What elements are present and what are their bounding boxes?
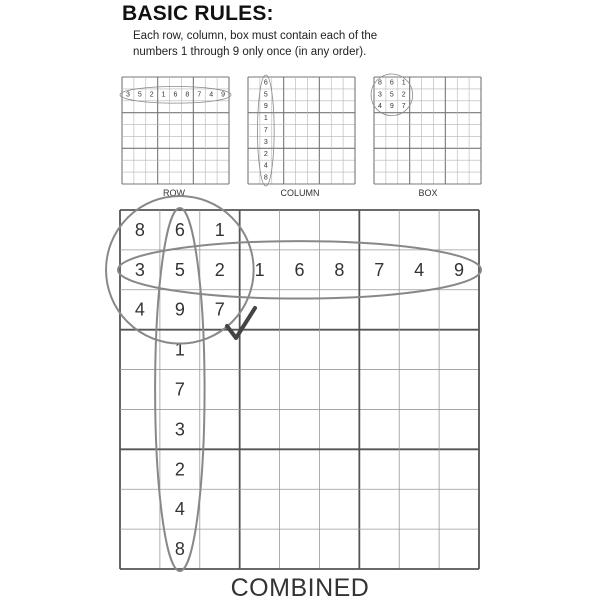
row-cell-value: 4 bbox=[209, 91, 214, 99]
column-cell-value: 3 bbox=[263, 138, 268, 146]
column-cell-value: 7 bbox=[263, 127, 268, 134]
row-cell-value: 7 bbox=[197, 91, 202, 99]
combined-box-value: 1 bbox=[214, 219, 225, 240]
column-cell-value: 6 bbox=[263, 79, 268, 87]
combined-column-value: 4 bbox=[174, 499, 185, 520]
combined-box-value: 8 bbox=[134, 219, 145, 240]
row-example-grid bbox=[120, 77, 231, 184]
combined-row-value: 1 bbox=[254, 259, 265, 280]
combined-column-value: 7 bbox=[174, 379, 185, 400]
combined-label: COMBINED bbox=[230, 574, 370, 600]
rules-description-line-2: numbers 1 through 9 only once (in any order). bbox=[133, 46, 367, 58]
combined-column-value: 8 bbox=[174, 539, 185, 560]
box-cell-value: 1 bbox=[401, 79, 406, 87]
row-cell-value: 2 bbox=[149, 91, 154, 99]
combined-box-value: 2 bbox=[214, 259, 225, 280]
row-cell-value: 6 bbox=[173, 91, 178, 99]
page-title: BASIC RULES: bbox=[122, 2, 274, 25]
column-cell-value: 8 bbox=[263, 174, 268, 182]
combined-box-value: 7 bbox=[214, 299, 225, 320]
row-cell-value: 5 bbox=[137, 91, 142, 99]
row-label: ROW bbox=[163, 188, 185, 198]
combined-column-value: 2 bbox=[174, 459, 185, 480]
column-cell-value: 1 bbox=[263, 115, 268, 123]
combined-box-value: 9 bbox=[174, 299, 185, 320]
box-cell-value: 6 bbox=[389, 79, 394, 87]
combined-row-value: 4 bbox=[414, 259, 425, 280]
column-cell-value: 5 bbox=[263, 91, 268, 99]
column-cell-value: 2 bbox=[263, 150, 268, 158]
combined-box-value: 6 bbox=[174, 219, 185, 240]
column-label: COLUMN bbox=[280, 188, 320, 198]
box-cell-value: 4 bbox=[377, 103, 382, 111]
column-cell-value: 9 bbox=[263, 103, 268, 111]
box-cell-value: 8 bbox=[377, 79, 382, 87]
column-cell-value: 4 bbox=[263, 162, 268, 170]
box-cell-value: 7 bbox=[401, 103, 406, 111]
combined-row-value: 9 bbox=[454, 259, 465, 280]
row-cell-value: 9 bbox=[221, 91, 226, 99]
row-cell-value: 1 bbox=[161, 91, 166, 99]
combined-row-value: 8 bbox=[334, 259, 345, 280]
box-example-grid bbox=[371, 74, 481, 184]
combined-grid bbox=[106, 196, 481, 571]
combined-row-value: 6 bbox=[294, 259, 305, 280]
combined-box-value: 3 bbox=[134, 259, 145, 280]
row-cell-value: 3 bbox=[125, 91, 130, 99]
rules-description-line-1: Each row, column, box must contain each of the bbox=[133, 30, 378, 42]
combined-row-value: 7 bbox=[374, 259, 385, 280]
box-cell-value: 3 bbox=[377, 91, 382, 99]
box-cell-value: 9 bbox=[389, 103, 394, 111]
box-label: BOX bbox=[418, 188, 438, 198]
combined-column-value: 3 bbox=[174, 419, 185, 440]
box-cell-value: 2 bbox=[401, 91, 406, 99]
box-cell-value: 5 bbox=[389, 91, 394, 99]
row-cell-value: 8 bbox=[185, 91, 190, 99]
combined-column-value: 1 bbox=[174, 339, 185, 360]
combined-box-value: 5 bbox=[174, 259, 185, 280]
combined-box-value: 4 bbox=[134, 299, 145, 320]
column-example-grid bbox=[248, 75, 355, 186]
